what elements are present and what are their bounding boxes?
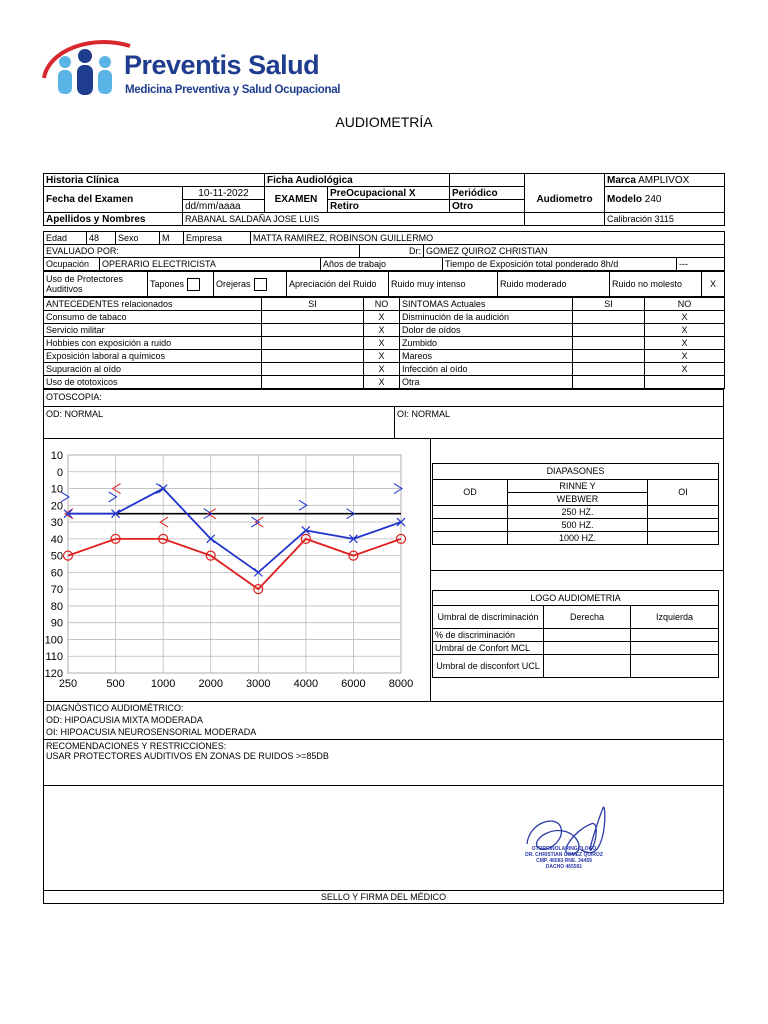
tiempo-value: --- [677,258,725,271]
audiogram-chart [43,445,423,695]
fecha-label: Fecha del Examen [44,187,183,213]
diapasones-od: OD [433,480,508,506]
examen-label: EXAMEN [265,187,328,213]
y-tick-label: 70 [50,584,63,597]
calibracion-empty [525,213,605,226]
marca-value: AMPLIVOX [638,174,690,186]
tapones-label: Tapones [150,278,185,289]
edad-value: 48 [87,232,116,245]
historia-label: Historia Clínica [44,174,265,187]
sintoma-label: Mareos [400,350,573,363]
diapasones-rinne: RINNE Y [508,480,648,493]
logoaudiometria-table [432,590,719,678]
sintomas-si: SI [573,298,645,311]
pct-disc-label: % de discriminación [433,629,544,642]
dr-value: GOMEZ QUIROZ CHRISTIAN [424,245,725,258]
table-row [44,311,725,324]
diapasones-table [432,463,719,545]
molesto-value: X [702,272,725,297]
calibracion: Calibración 3115 [605,213,725,226]
antecedentes-no: NO [364,298,400,311]
marca-label: Marca [607,174,636,186]
antecedente-si [262,350,364,363]
apreciacion-label-text: Apreciación del Ruido [289,279,377,289]
confort-izq [631,642,719,655]
plot-area [68,455,401,673]
page-title: AUDIOMETRÍA [335,114,433,130]
dr-label: Dr: [360,245,424,258]
antecedentes-header: ANTECEDENTES relacionados [44,298,262,311]
sintoma-si [573,350,645,363]
recomendaciones-box [43,739,724,786]
fecha-value: 10-11-2022 [183,187,265,200]
tapones-checkbox[interactable] [187,278,200,291]
preocupacional: PreOcupacional X [328,187,450,200]
antecedente-label: Uso de ototoxicos [44,376,262,389]
empresa-value: MATTA RAMIREZ, ROBINSON GUILLERMO [251,232,725,245]
diapasones-webwer: WEBWER [508,493,648,506]
intenso-label: Ruido muy intenso [389,272,498,297]
marca-empty [525,174,605,187]
firma-divider [44,890,723,891]
x-tick-label: 3000 [246,678,271,690]
stamp [509,846,619,870]
evaluado-label: EVALUADO POR: [44,245,360,258]
otoscopia-od: OD: NORMAL [46,409,104,419]
otro: Otro [450,200,525,213]
y-tick-label: 20 [50,500,63,513]
stamp-line: CMP. 46583 RNE. 34459 [536,858,592,864]
sintoma-label: Zumbido [400,337,573,350]
patient-info-table [43,173,725,226]
modelo-value: 240 [644,194,662,205]
umbral-disc-text: Umbral de discriminación [437,612,539,622]
firma-label: SELLO Y FIRMA DEL MÉDICO [320,892,447,902]
brand-tagline: Medicina Preventiva y Salud Ocupacional [125,84,341,96]
x-tick-label: 2000 [198,678,223,690]
confort-label: Umbral de Confort MCL [433,642,544,655]
antecedente-no: X [364,350,400,363]
x-tick-label: 4000 [293,678,319,690]
orejeras-checkbox[interactable] [254,278,267,291]
antecedente-si [262,324,364,337]
antecedente-no: X [364,363,400,376]
izquierda-label: Izquierda [631,606,719,629]
empresa-label: Empresa [184,232,251,245]
ocupacion-value: OPERARIO ELECTRICISTA [100,258,321,271]
sintoma-si [573,337,645,350]
x-tick-label: 6000 [341,678,366,690]
y-tick-label: 40 [50,533,63,546]
antecedente-label: Hobbies con exposición a ruido [44,337,262,350]
derecha-label: Derecha [544,606,631,629]
stamp-line: OTORRINOLARINGOLOGO [531,846,597,852]
recomendaciones-text: USAR PROTECTORES AUDITIVOS EN ZONAS DE RUIDOS >=85DB [46,751,329,761]
otoscopia-label: OTOSCOPIA: [46,392,102,402]
x-tick-label: 1000 [150,678,176,690]
uso-label [44,272,148,297]
diapasones-oi: OI [648,480,719,506]
apreciacion-label [287,272,389,297]
sintoma-no: X [645,337,725,350]
orejeras-cell [214,272,287,297]
x-tick-label: 250 [58,678,78,690]
antecedente-si [262,311,364,324]
edad-label: Edad [44,232,87,245]
confort-der [544,642,631,655]
pct-der [544,629,631,642]
antecedente-si [262,376,364,389]
y-tick-label: 10 [50,483,63,496]
sintoma-si [573,311,645,324]
y-tick-label: 90 [50,617,63,630]
ocupacion-label: Ocupación [44,258,100,271]
sintoma-si [573,324,645,337]
sintoma-no [645,376,725,389]
logo [40,38,340,108]
sintoma-no: X [645,350,725,363]
table-row [44,324,725,337]
disconfort-izq [631,655,719,678]
brand-name-text: Preventis Salud [124,50,320,80]
sintoma-no: X [645,363,725,376]
ficha-empty [450,174,525,187]
y-tick-label: 0 [56,466,63,479]
antecedente-label: Exposición laboral a químicos [44,350,262,363]
table-row [44,376,725,389]
y-tick-label: 120 [44,668,63,680]
retiro: Retiro [328,200,450,213]
antecedentes-table [43,297,725,389]
sintoma-label: Disminución de la audición [400,311,573,324]
otoscopia-box [43,389,724,439]
otoscopia-oi: OI: NORMAL [397,409,451,419]
table-row [44,350,725,363]
antecedente-label: Consumo de tabaco [44,311,262,324]
diapasones-1000: 1000 HZ. [508,532,648,545]
otoscopia-divider-v [394,406,395,438]
stamp-line: DACHO 465591 [545,864,583,870]
orejeras-label: Orejeras [216,278,251,289]
table-row [44,337,725,350]
tiempo-label: Tiempo de Exposición total ponderado 8h/d [443,258,677,271]
sintoma-label: Dolor de oídos [400,324,573,337]
sexo-label: Sexo [116,232,160,245]
y-tick-label: 60 [50,567,63,580]
moderado-label: Ruido moderado [498,272,610,297]
sintoma-no: X [645,311,725,324]
diap-oi-250 [648,506,719,519]
x-tick-label: 8000 [388,678,414,690]
sintomas-header: SINTOMAS Actuales [400,298,573,311]
antecedente-no: X [364,324,400,337]
diap-od-1000 [433,532,508,545]
diapasones-500: 500 HZ. [508,519,648,532]
diapasones-250: 250 HZ. [508,506,648,519]
diap-oi-500 [648,519,719,532]
modelo-label: Modelo [607,194,642,205]
table-row [44,363,725,376]
sintoma-si [573,376,645,389]
evaluado-row [43,244,725,258]
umbral-disc-label [433,606,544,629]
y-tick-label: 100 [44,634,63,647]
audiometro-label: Audiometro [525,187,605,213]
apellidos-value: RABANAL SALDAÑA JOSE LUIS [183,213,525,226]
diap-od-250 [433,506,508,519]
diagnostico-oi: OI: HIPOACUSIA NEUROSENSORIAL MODERADA [46,727,257,737]
ficha-label: Ficha Audiológica [265,174,450,187]
antecedente-si [262,363,364,376]
y-tick-label: 110 [45,651,63,664]
sintoma-si [573,363,645,376]
antecedente-label: Supuración al oído [44,363,262,376]
fecha-format: dd/mm/aaaa [183,200,265,213]
apellidos-label: Apellidos y Nombres [44,213,183,226]
y-tick-label: 50 [50,550,63,563]
diagnostico-label: DIAGNÓSTICO AUDIOMÉTRICO: [46,703,184,713]
protectores-row [43,271,725,297]
recomendaciones-label: RECOMENDACIONES Y RESTRICCIONES: [46,741,227,751]
diapasones-title: DIAPASONES [433,464,719,480]
antecedentes-si: SI [262,298,364,311]
antecedente-no: X [364,376,400,389]
antecedente-no: X [364,337,400,350]
audiogram-divider-h [430,570,724,571]
sintoma-label: Otra [400,376,573,389]
sintoma-no: X [645,324,725,337]
y-tick-label: 80 [50,600,63,613]
anios-label: Años de trabajo [321,258,443,271]
edad-row [43,231,725,245]
diagnostico-box [43,701,724,740]
diap-oi-1000 [648,532,719,545]
uso-label-text: Uso de Protectores Auditivos [46,274,124,294]
marca-cell [605,174,725,187]
brand-name [124,50,319,81]
otoscopia-divider-h [44,406,723,407]
pct-izq [631,629,719,642]
modelo-cell [605,187,725,213]
firma-box [43,785,724,904]
x-tick-label: 500 [106,678,125,690]
sintomas-no: NO [645,298,725,311]
diap-od-500 [433,519,508,532]
ocupacion-row [43,257,725,271]
y-tick-label: 30 [50,517,63,530]
antecedente-no: X [364,311,400,324]
logo-audio-title: LOGO AUDIOMETRIA [433,591,719,606]
disconfort-label [433,655,544,678]
y-tick-label: 10 [50,450,63,462]
stamp-line: DR. CHRISTIAN GOMEZ QUIROZ [525,852,603,858]
sexo-value: M [160,232,184,245]
disconfort-der [544,655,631,678]
tapones-cell [148,272,214,297]
antecedente-si [262,337,364,350]
periodico: Periódico [450,187,525,200]
disconfort-text: Umbral de disconfort UCL [436,661,540,671]
molesto-label: Ruido no molesto [610,272,702,297]
antecedente-label: Servicio militar [44,324,262,337]
diagnostico-od: OD: HIPOACUSIA MIXTA MODERADA [46,715,203,725]
sintoma-label: Infección al oído [400,363,573,376]
